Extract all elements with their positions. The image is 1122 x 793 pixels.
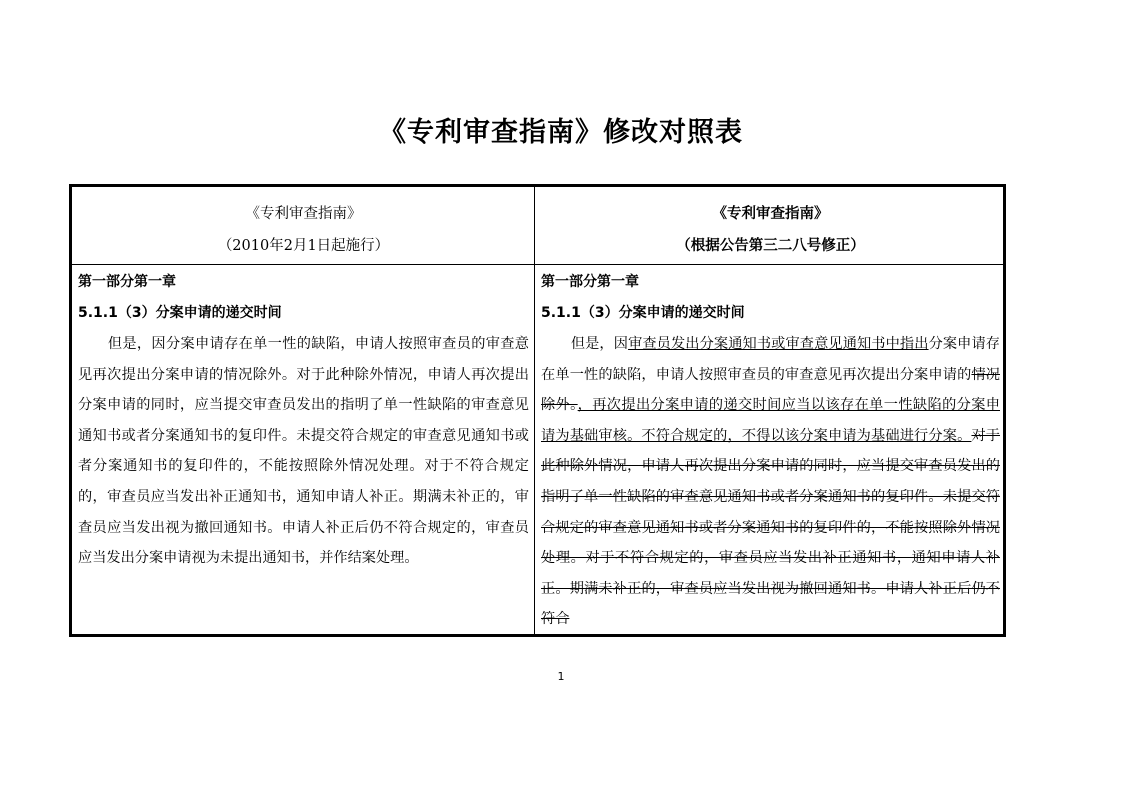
deleted-text: 对于此种除外情况，申请人再次提出分案申请的同时，应当提交审查员发出的指明了单一性缺陷的审查意见通知书或者分案通知书的复印件。未提交符合规定的审查意见通知书或者分案通知书的复印件的，不能按照除外情况处理。对于不符合规定的，审查员应当发出补正通知书，通知申请人补正。期满未补正的，审查员应当发出视为撤回通知书。申请人补正后仍不符合: [541, 427, 1000, 628]
left-column-body: [78, 264, 529, 574]
inserted-text: ，再次提出分案申请的递交时间应当以该存在单一性缺陷的分案申请为基础审核。不符合规定的，不得以该分案申请为基础进行分案。: [541, 397, 1000, 444]
left-subsection-heading: 5.1.1（3）分案申请的递交时间: [78, 305, 282, 321]
left-column: [78, 187, 529, 574]
right-column-header: [541, 187, 1000, 264]
right-section-heading: 第一部分第一章: [541, 274, 639, 290]
page-number: 1: [557, 670, 565, 683]
left-section-heading: 第一部分第一章: [78, 274, 176, 290]
right-column: [541, 187, 1000, 635]
left-header-subtitle: （2010年2月1日起施行）: [217, 238, 390, 254]
inserted-text: 审查员发出分案通知书或审查意见通知书中指出: [628, 336, 929, 352]
left-header-title: 《专利审查指南》: [245, 206, 362, 222]
right-header-subtitle: （根据公告第三二八号修正）: [676, 237, 865, 254]
comparison-table: [69, 184, 1006, 637]
column-divider: [534, 187, 535, 634]
unchanged-text: 但是，因: [570, 336, 629, 352]
right-paragraph: [541, 329, 1000, 635]
left-column-header: [78, 187, 529, 264]
document-title: 《专利审查指南》修改对照表: [379, 117, 743, 148]
right-header-title: 《专利审查指南》: [712, 205, 829, 222]
deleted-text: 情况除外。: [541, 366, 1000, 414]
unchanged-text: 分案申请存在单一性的缺陷，申请人按照审查员的审查意见再次提出分案申请的: [541, 336, 1000, 383]
right-column-body: [541, 264, 1000, 635]
right-subsection-heading: 5.1.1（3）分案申请的递交时间: [541, 305, 745, 321]
left-paragraph: 但是，因分案申请存在单一性的缺陷，申请人按照审查员的审查意见再次提出分案申请的情况除外。对于此种除外情况，申请人再次提出分案申请的同时，应当提交审查员发出的指明了单一性缺陷的审查意见通知书或者分案通知书的复印件。未提交符合规定的审查意见通知书或者分案通知书的复印件的，不能按照除外情况处理。对于不符合规定的，审查员应当发出补正通知书，通知申请人补正。期满未补正的，审查员应当发出视为撤回通知书。申请人补正后仍不符合规定的，审查员应当发出分案申请视为未提出通知书，并作结案处理。: [78, 336, 529, 567]
